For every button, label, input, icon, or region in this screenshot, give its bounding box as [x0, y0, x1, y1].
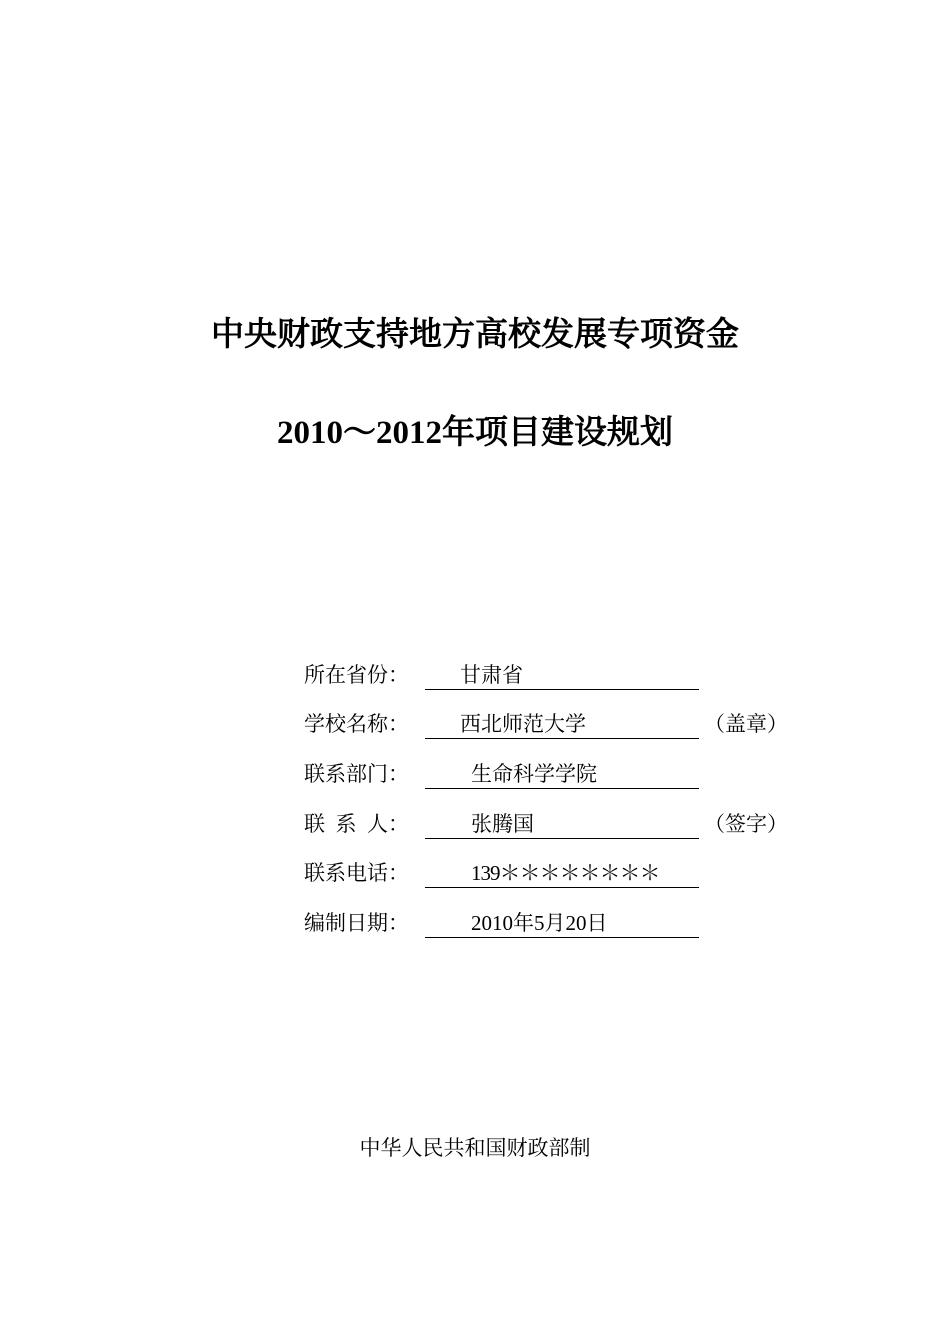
- issuer-footer: 中华人民共和国财政部制: [359, 1136, 591, 1160]
- field-department: [304, 759, 824, 789]
- school-name-label: 学校名称：: [304, 712, 409, 736]
- field-compile-date: [304, 908, 824, 938]
- contact-person-label: 联 系 人：: [304, 812, 409, 836]
- field-province: [304, 660, 824, 690]
- department-label: 联系部门：: [304, 762, 409, 786]
- contact-signature-note: （签字）: [704, 812, 788, 836]
- document-title-line2: 2010～2012年项目建设规划: [277, 415, 673, 451]
- contact-person-value: 张腾国: [471, 812, 534, 836]
- compile-date-value: 2010年5月20日: [471, 911, 608, 935]
- department-value: 生命科学学院: [471, 762, 597, 786]
- province-label: 所在省份：: [304, 663, 409, 687]
- phone-label: 联系电话：: [304, 861, 409, 885]
- document-title-line1: 中央财政支持地方高校发展专项资金: [211, 317, 739, 353]
- field-contact-person: [304, 809, 824, 839]
- phone-value: 139＊＊＊＊＊＊＊＊: [471, 861, 660, 885]
- compile-date-label: 编制日期：: [304, 911, 409, 935]
- school-seal-note: （盖章）: [704, 712, 788, 736]
- field-phone: [304, 858, 824, 888]
- contact-person-underline: [425, 809, 699, 839]
- province-value: 甘肃省: [460, 663, 523, 687]
- field-school-name: [304, 709, 824, 739]
- school-name-value: 西北师范大学: [460, 712, 586, 736]
